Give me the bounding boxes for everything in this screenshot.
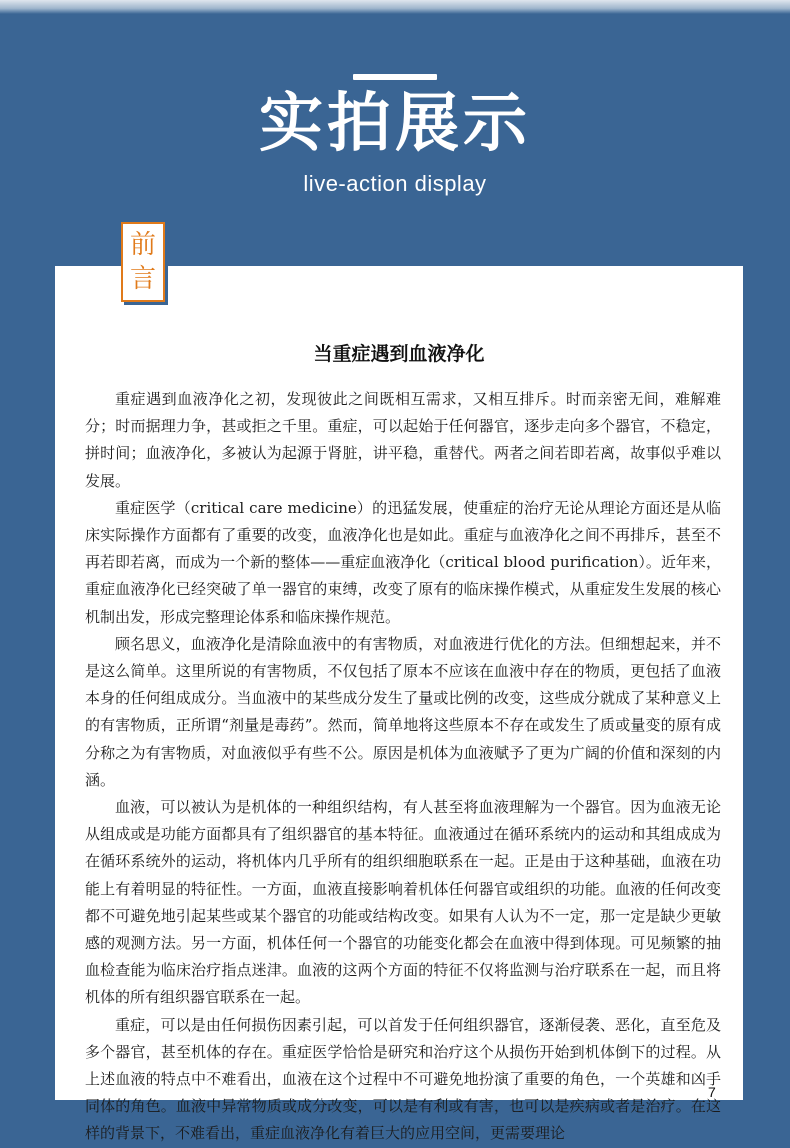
banner-title: 实拍展示 bbox=[259, 87, 531, 161]
section-tab-preface bbox=[121, 222, 165, 302]
paragraph: 重症，可以是由任何损伤因素引起，可以首发于任何组织器官，逐渐侵袭、恶化，直至危及多个器官，甚至机体的存在。重症医学恰恰是研究和治疗这个从损伤开始到机体倒下的过程。从上述血液的特点中不难看出，血液在这个过程中不可避免地扮演了重要的角色，一个英雄和凶手同体的角色。血液中异常物质或成分改变，可以是有利或有害，也可以是疾病或者是治疗。在这样的背景下，不难看出，重症血液净化有着巨大的应用空间，更需要理论 bbox=[85, 1015, 721, 1143]
title-decoration-bar bbox=[353, 74, 437, 80]
page-number: 7 bbox=[708, 1084, 716, 1100]
tab-char-2: 言 bbox=[129, 264, 156, 294]
article-heading: 当重症遇到血液净化 bbox=[313, 343, 485, 365]
paragraph: 血液，可以被认为是机体的一种组织结构，有人甚至将血液理解为一个器官。因为血液无论从组成或是功能方面都具有了组织器官的基本特征。血液通过在循环系统内的运动和其组成成为在循环系统外的运动，将机体内几乎所有的组织细胞联系在一起。正是由于这种基础，血液在功能上有着明显的特征性。一方面，血液直接影响着机体任何器官或组织的功能。血液的任何改变都不可避免地引起某些或某个器官的功能或结构改变。如果有人认为不一定，那一定是缺少更敏感的观测方法。另一方面，机体任何一个器官的功能变化都会在血液中得到体现。可见频繁的抽血检查能为临床治疗指点迷津。血液的这两个方面的特征不仅将监测与治疗联系在一起，而且将机体的所有组织器官联系在一起。 bbox=[85, 798, 721, 1007]
paragraph: 重症遇到血液净化之初，发现彼此之间既相互需求，又相互排斥。时而亲密无间，难解难分；时而据理力争，甚或拒之千里。重症，可以起始于任何器官，逐步走向多个器官，不稳定，拼时间；血液净化，多被认为起源于肾脏，讲平稳，重替代。两者之间若即若离，故事似乎难以发展。 bbox=[85, 390, 721, 490]
paragraph: 顾名思义，血液净化是清除血液中的有害物质，对血液进行优化的方法。但细想起来，并不是这么简单。这里所说的有害物质，不仅包括了原本不应该在血液中存在的物质，更包括了血液本身的任何组成成分。当血液中的某些成分发生了量或比例的改变，这些成分就成了某种意义上的有害物质，正所谓“剂量是毒药”。然而，简单地将这些原本不存在或发生了质或量变的原有成分称之为有害物质，对血液似乎有些不公。原因是机体为血液赋予了更为广阔的价值和深刻的内涵。 bbox=[85, 634, 721, 789]
paragraph: 重症医学（critical care medicine）的迅猛发展，使重症的治疗无论从理论方面还是从临床实际操作方面都有了重要的改变，血液净化也是如此。重症与血液净化之间不再排斥，甚至不再若即若离，而成为一个新的整体——重症血液净化（critical blood purification）。近年来，重症血液净化已经突破了单一器官的束缚，改变了原有的临床操作模式，从重症发生发展的核心机制出发，形成完整理论体系和临床操作规范。 bbox=[85, 498, 721, 626]
banner-subtitle: live-action display bbox=[303, 171, 487, 196]
tab-char-1: 前 bbox=[129, 230, 156, 260]
top-gradient-strip bbox=[0, 0, 790, 14]
article-body bbox=[85, 386, 721, 1148]
